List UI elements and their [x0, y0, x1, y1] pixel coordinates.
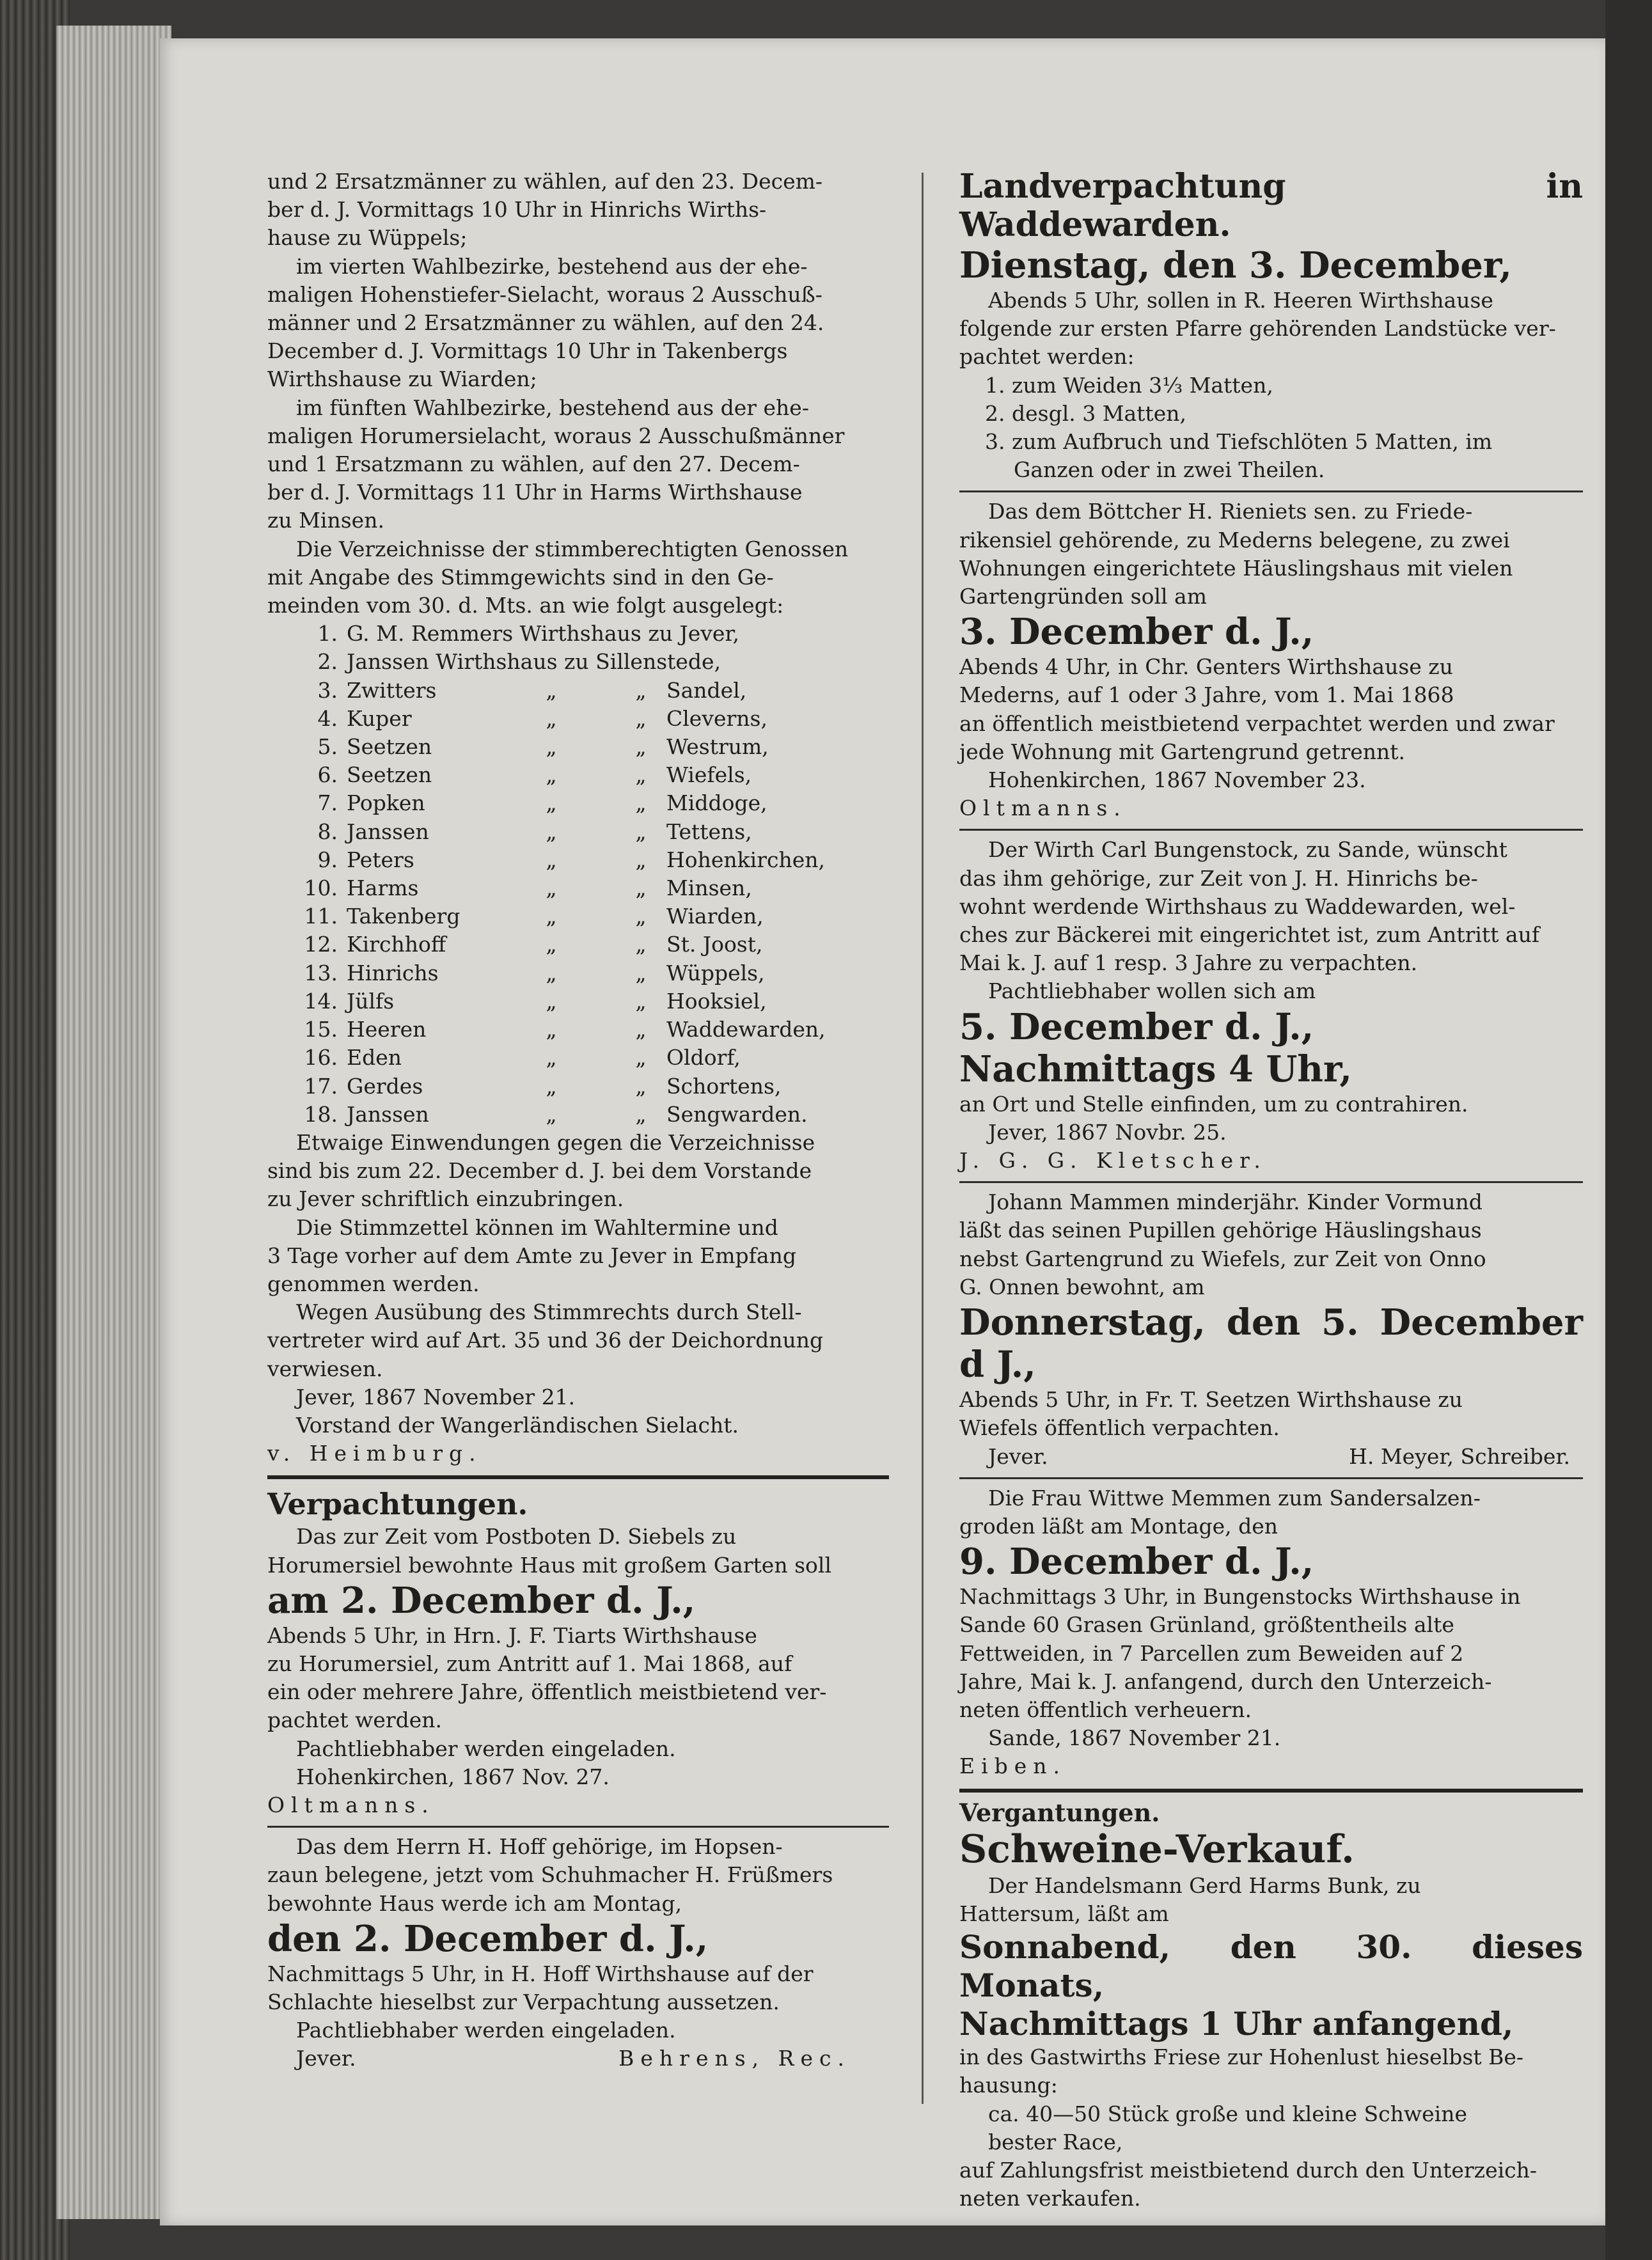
- ditto-mark: „: [635, 1101, 647, 1127]
- ad-rule: [959, 829, 1583, 831]
- text-line: Mederns, auf 1 oder 3 Jahre, vom 1. Mai 1868: [959, 682, 1454, 708]
- list-item: [293, 818, 826, 846]
- ad-date-heading: Donnerstag, den 5. December d J.,: [959, 1301, 1583, 1386]
- ditto-mark: „: [635, 1017, 647, 1042]
- text-line: an Ort und Stelle einfinden, um zu contrahiren.: [959, 1091, 1468, 1117]
- text-line: December d. J. Vormittags 10 Uhr in Takenbergs: [267, 338, 788, 364]
- ad-date-heading: Dienstag, den 3. December,: [959, 244, 1512, 286]
- list-item: [293, 1101, 826, 1129]
- list-item: [293, 789, 826, 817]
- right-column: [959, 168, 1583, 2213]
- list-item: Ganzen oder in zwei Theilen.: [1014, 457, 1325, 483]
- text-line: meinden vom 30. d. Mts. an wie folgt ausgelegt:: [267, 593, 784, 618]
- list-item: [293, 874, 826, 902]
- dateline: Hohenkirchen, 1867 November 23.: [988, 767, 1366, 793]
- item-number: 10.: [304, 875, 338, 901]
- text-line: sind bis zum 22. December d. J. bei dem Vorstande: [267, 1158, 812, 1184]
- text-line: ein oder mehrere Jahre, öffentlich meistbietend ver-: [267, 1679, 827, 1705]
- signature: v. Heimburg.: [267, 1441, 482, 1466]
- place-name: Westrum,: [666, 734, 769, 760]
- innkeeper-name: Popken: [347, 790, 425, 816]
- ad-date-heading: 5. December d. J.,: [959, 1005, 1314, 1048]
- dateline: Sande, 1867 November 21.: [988, 1725, 1281, 1751]
- list-item: [293, 733, 826, 761]
- text-line: Der Wirth Carl Bungenstock, zu Sande, wünscht: [988, 837, 1507, 863]
- text-line: Sande 60 Grasen Grünland, größtentheils alte: [959, 1612, 1454, 1638]
- place-name: Tettens,: [666, 819, 752, 844]
- text-line: Die Frau Wittwe Memmen zum Sandersalzen-: [988, 1485, 1481, 1511]
- text-line: Pachtliebhaber werden eingeladen.: [296, 1736, 676, 1761]
- place-name: Oldorf,: [666, 1045, 741, 1071]
- list-item: [293, 902, 826, 930]
- list-item: [293, 987, 826, 1016]
- text-line: 3 Tage vorher auf dem Amte zu Jever in Empfang: [267, 1243, 796, 1268]
- text-line: Wiefels öffentlich verpachten.: [959, 1415, 1280, 1441]
- item-number: 3.: [317, 677, 338, 703]
- innkeeper-name: Janssen: [347, 1101, 429, 1127]
- item-number: 1.: [317, 621, 338, 647]
- list-item: [293, 705, 826, 733]
- land-list: [985, 372, 1583, 485]
- innkeeper-name: Harms: [347, 875, 419, 901]
- item-number: 13.: [304, 960, 338, 985]
- ditto-mark: „: [546, 904, 557, 929]
- text-line: und 2 Ersatzmänner zu wählen, auf den 23. Decem-: [267, 169, 823, 194]
- ditto-mark: „: [546, 705, 557, 731]
- innkeeper-name: Zwitters: [347, 677, 437, 703]
- text-line: Nachmittags 3 Uhr, in Bungenstocks Wirthshause in: [959, 1584, 1521, 1610]
- list-item: [293, 846, 826, 874]
- innkeeper-name: Jülfs: [347, 988, 395, 1014]
- item-number: 5.: [317, 734, 338, 760]
- ditto-mark: „: [546, 762, 557, 788]
- list-item: [293, 1016, 826, 1044]
- ditto-mark: „: [546, 1101, 557, 1127]
- ditto-mark: „: [546, 875, 557, 901]
- text-line: das ihm gehörige, zur Zeit von J. H. Hinrichs be-: [959, 865, 1478, 891]
- text-line: ber d. J. Vormittags 10 Uhr in Hinrichs Wirths-: [267, 197, 767, 223]
- text-line: zaun belegene, jetzt vom Schuhmacher H. Früßmers: [267, 1862, 833, 1888]
- list-item: bester Race,: [988, 2129, 1123, 2154]
- place-name: Minsen,: [666, 875, 752, 901]
- text-line: in des Gastwirths Friese zur Hohenlust hieselbst Be-: [959, 2044, 1524, 2070]
- ditto-mark: „: [546, 847, 557, 872]
- ditto-mark: „: [635, 734, 647, 760]
- place-name: Waddewarden,: [666, 1017, 826, 1042]
- ad-title: Landverpachtung in Waddewarden.: [959, 167, 1583, 244]
- tavern-list: [293, 620, 826, 1129]
- text-line: an öffentlich meistbietend verpachtet werden und zwar: [959, 710, 1555, 736]
- ditto-mark: „: [635, 677, 647, 703]
- ditto-mark: „: [546, 932, 557, 957]
- list-item: [293, 1072, 826, 1101]
- list-item: [293, 1044, 826, 1072]
- innkeeper-name: Kirchhoff: [347, 932, 446, 957]
- item-text: G. M. Remmers Wirthshaus zu Jever,: [347, 621, 740, 647]
- place-name: St. Joost,: [666, 932, 763, 957]
- text-line: jede Wohnung mit Gartengrund getrennt.: [959, 739, 1406, 764]
- text-line: männer und 2 Ersatzmänner zu wählen, auf den 24.: [267, 310, 824, 336]
- ditto-mark: „: [546, 1073, 557, 1099]
- ditto-mark: „: [546, 1017, 557, 1042]
- ad-rule: [959, 1477, 1583, 1479]
- text-line: Abends 5 Uhr, in Fr. T. Seetzen Wirthshause zu: [959, 1387, 1463, 1413]
- signature: H. Meyer, Schreiber.: [1349, 1443, 1570, 1469]
- list-item: [293, 761, 826, 789]
- item-number: 7.: [317, 790, 338, 816]
- place-name: Sandel,: [666, 677, 747, 703]
- text-line: Etwaige Einwendungen gegen die Verzeichnisse: [296, 1129, 815, 1155]
- text-line: Nachmittags 5 Uhr, in H. Hoff Wirthshause auf der: [267, 1961, 814, 1986]
- section-rule: [267, 1475, 889, 1479]
- text-line: zu Horumersiel, zum Antritt auf 1. Mai 1868, auf: [267, 1651, 792, 1676]
- text-line: Pachtliebhaber werden eingeladen.: [296, 2018, 676, 2043]
- dateline: Hohenkirchen, 1867 Nov. 27.: [296, 1764, 610, 1789]
- text-line: Pachtliebhaber wollen sich am: [988, 978, 1316, 1004]
- place-name: Hooksiel,: [666, 988, 767, 1014]
- text-line: ber d. J. Vormittags 11 Uhr in Harms Wirthshause: [267, 480, 803, 505]
- ditto-mark: „: [546, 988, 557, 1014]
- ad-rule: [959, 490, 1583, 492]
- left-column: [267, 168, 889, 2073]
- section-rule: [959, 1789, 1583, 1793]
- ditto-mark: „: [635, 762, 647, 788]
- text-line: läßt das seinen Pupillen gehörige Häuslingshaus: [959, 1218, 1482, 1243]
- signature: Behrens, Rec.: [618, 2046, 851, 2071]
- ad-rule: [267, 1826, 889, 1828]
- item-number: 17.: [304, 1073, 338, 1099]
- text-line: Die Verzeichnisse der stimmberechtigten Genossen: [296, 536, 849, 561]
- place-name: Sengwarden.: [666, 1101, 808, 1127]
- innkeeper-name: Eden: [347, 1045, 402, 1071]
- place-name: Wiefels,: [666, 762, 752, 788]
- innkeeper-name: Hinrichs: [347, 960, 439, 985]
- innkeeper-name: Heeren: [347, 1017, 427, 1042]
- page-edges: [56, 26, 171, 2219]
- innkeeper-name: Seetzen: [347, 762, 432, 788]
- text-line: wohnt werdende Wirthshaus zu Waddewarden, wel-: [959, 893, 1516, 919]
- item-number: 15.: [304, 1017, 338, 1042]
- place-name: Schortens,: [666, 1073, 782, 1099]
- board-name: Vorstand der Wangerländischen Sielacht.: [296, 1412, 739, 1438]
- text-line: nebst Gartengrund zu Wiefels, zur Zeit von Onno: [959, 1246, 1486, 1271]
- item-number: 9.: [317, 847, 338, 872]
- list-item: [293, 620, 826, 648]
- text-line: Mai k. J. auf 1 resp. 3 Jahre zu verpachten.: [959, 950, 1418, 976]
- ad-date-heading: 9. December d. J.,: [959, 1541, 1314, 1583]
- place-name: Cleverns,: [666, 705, 767, 731]
- ditto-mark: „: [546, 1045, 557, 1071]
- ad-date-heading: Sonnabend, den 30. dieses Monats,: [959, 1928, 1583, 2005]
- text-line: genommen werden.: [267, 1271, 480, 1296]
- text-line: auf Zahlungsfrist meistbietend durch den Unterzeich-: [959, 2157, 1538, 2183]
- item-number: 12.: [304, 932, 338, 957]
- text-line: vertreter wird auf Art. 35 und 36 der Deichordnung: [267, 1328, 824, 1353]
- item-text: Janssen Wirthshaus zu Sillenstede,: [347, 649, 721, 675]
- innkeeper-name: Takenberg: [347, 904, 460, 929]
- column-divider: [922, 173, 924, 2104]
- section-heading: Verpachtungen.: [267, 1487, 528, 1522]
- text-line: zu Minsen.: [267, 508, 384, 533]
- ad-time-heading: Nachmittags 1 Uhr anfangend,: [959, 2005, 1514, 2043]
- list-item: 3. zum Aufbruch und Tiefschlöten 5 Matten, im: [985, 429, 1493, 455]
- text-line: Abends 5 Uhr, sollen in R. Heeren Wirthshause: [988, 288, 1493, 313]
- ditto-mark: „: [635, 1073, 647, 1099]
- text-line: ches zur Bäckerei mit eingerichtet ist, zum Antritt auf: [959, 922, 1540, 948]
- list-item: [293, 959, 826, 987]
- text-line: hause zu Wüppels;: [267, 225, 468, 251]
- signature: Oltmanns.: [959, 796, 1127, 821]
- dateline: Jever, 1867 Novbr. 25.: [988, 1119, 1227, 1145]
- ditto-mark: „: [546, 734, 557, 760]
- ad-time-heading: Nachmittags 4 Uhr,: [959, 1048, 1352, 1090]
- list-item: [293, 930, 826, 959]
- item-number: 8.: [317, 819, 338, 844]
- text-line: Jahre, Mai k. J. anfangend, durch den Unterzeich-: [959, 1668, 1492, 1694]
- place-name: Jever.: [296, 2046, 356, 2071]
- ad-rule: [959, 1181, 1583, 1183]
- text-line: Schlachte hieselbst zur Verpachtung aussetzen.: [267, 1989, 780, 2014]
- ditto-mark: „: [546, 677, 557, 703]
- section-heading: Vergantungen.: [959, 1798, 1160, 1827]
- dateline: Jever, 1867 November 21.: [296, 1384, 576, 1409]
- ditto-mark: „: [635, 790, 647, 816]
- ditto-mark: „: [635, 932, 647, 957]
- text-line: Der Handelsmann Gerd Harms Bunk, zu: [988, 1872, 1421, 1898]
- text-line: Horumersiel bewohnte Haus mit großem Garten soll: [267, 1552, 831, 1578]
- text-line: Abends 4 Uhr, in Chr. Genters Wirthshause zu: [959, 654, 1453, 680]
- innkeeper-name: Peters: [347, 847, 414, 872]
- item-number: 6.: [317, 762, 338, 788]
- text-line: bewohnte Haus werde ich am Montag,: [267, 1890, 682, 1916]
- item-number: 2.: [317, 649, 338, 675]
- ditto-mark: „: [635, 847, 647, 872]
- text-line: neten öffentlich verheuern.: [959, 1697, 1252, 1722]
- ad-footer: [959, 1443, 1583, 1471]
- text-line: Das dem Böttcher H. Rieniets sen. zu Friede-: [988, 499, 1473, 524]
- text-line: mit Angabe des Stimmgewichts sind in den Ge-: [267, 564, 774, 590]
- place-name: Middoge,: [666, 790, 767, 816]
- text-line: im vierten Wahlbezirke, bestehend aus der ehe-: [296, 253, 808, 279]
- list-item: 1. zum Weiden 3⅓ Matten,: [985, 372, 1273, 398]
- place-name: Hohenkirchen,: [666, 847, 826, 872]
- ditto-mark: „: [635, 819, 647, 844]
- text-line: folgende zur ersten Pfarre gehörenden Landstücke ver-: [959, 316, 1556, 341]
- text-line: Wirthshause zu Wiarden;: [267, 366, 537, 392]
- ad-date-heading: am 2. December d. J.,: [267, 1579, 696, 1622]
- text-line: maligen Horumersielacht, woraus 2 Ausschußmänner: [267, 423, 845, 448]
- innkeeper-name: Seetzen: [347, 734, 432, 760]
- ad-date-heading: den 2. December d. J.,: [267, 1917, 709, 1960]
- text-line: groden läßt am Montage, den: [959, 1513, 1278, 1539]
- text-line: Johann Mammen minderjähr. Kinder Vormund: [988, 1189, 1483, 1215]
- ditto-mark: „: [635, 1045, 647, 1071]
- text-line: Fettweiden, in 7 Parcellen zum Beweiden auf 2: [959, 1640, 1464, 1666]
- place-name: Wüppels,: [666, 960, 765, 985]
- text-line: und 1 Ersatzmann zu wählen, auf den 27. Decem-: [267, 451, 800, 477]
- text-line: im fünften Wahlbezirke, bestehend aus der ehe-: [296, 395, 809, 420]
- place-name: Wiarden,: [666, 904, 764, 929]
- ditto-mark: „: [635, 960, 647, 985]
- text-line: neten verkaufen.: [959, 2186, 1141, 2211]
- ditto-mark: „: [635, 904, 647, 929]
- text-line: Wegen Ausübung des Stimmrechts durch Stell-: [296, 1299, 802, 1325]
- ditto-mark: „: [546, 819, 557, 844]
- ditto-mark: „: [546, 790, 557, 816]
- item-number: 16.: [304, 1045, 338, 1071]
- list-item: [293, 677, 826, 705]
- list-item: 2. desgl. 3 Matten,: [985, 400, 1186, 426]
- ditto-mark: „: [546, 960, 557, 985]
- ditto-mark: „: [635, 988, 647, 1014]
- signature: Eiben.: [959, 1754, 1067, 1779]
- innkeeper-name: Janssen: [347, 819, 429, 844]
- text-line: pachtet werden:: [959, 344, 1135, 370]
- text-line: Abends 5 Uhr, in Hrn. J. F. Tiarts Wirthshause: [267, 1622, 757, 1648]
- item-number: 14.: [304, 988, 338, 1014]
- signature: Oltmanns.: [267, 1792, 435, 1817]
- text-line: Das zur Zeit vom Postboten D. Siebels zu: [296, 1524, 737, 1550]
- item-number: 11.: [304, 904, 338, 929]
- text-line: Hattersum, läßt am: [959, 1901, 1169, 1926]
- item-number: 18.: [304, 1101, 338, 1127]
- ad-footer: [267, 2044, 889, 2073]
- ad-date-heading: 3. December d. J.,: [959, 611, 1314, 654]
- text-line: zu Jever schriftlich einzubringen.: [267, 1186, 624, 1212]
- text-line: hausung:: [959, 2073, 1058, 2098]
- text-line: Die Stimmzettel können im Wahltermine und: [296, 1214, 778, 1240]
- item-number: 4.: [317, 705, 338, 731]
- list-item: [293, 648, 826, 676]
- text-line: Wohnungen eingerichtete Häuslingshaus mit vielen: [959, 555, 1513, 581]
- ad-title: Schweine-Verkauf.: [959, 1826, 1355, 1872]
- text-line: Gartengründen soll am: [959, 584, 1208, 609]
- text-line: verwiesen.: [267, 1356, 383, 1381]
- list-item: ca. 40—50 Stück große und kleine Schweine: [988, 2101, 1468, 2126]
- text-line: rikensiel gehörende, zu Mederns belegene, zu zwei: [959, 527, 1510, 553]
- text-line: maligen Hohenstiefer-Sielacht, woraus 2 Ausschuß-: [267, 281, 822, 307]
- innkeeper-name: Gerdes: [347, 1073, 423, 1099]
- ditto-mark: „: [635, 705, 647, 731]
- facing-page-edge: [1605, 0, 1652, 2260]
- text-line: Das dem Herrn H. Hoff gehörige, im Hopsen-: [296, 1834, 783, 1860]
- innkeeper-name: Kuper: [347, 705, 412, 731]
- place-name: Jever.: [988, 1443, 1048, 1469]
- ditto-mark: „: [635, 875, 647, 901]
- text-line: G. Onnen bewohnt, am: [959, 1274, 1205, 1299]
- text-line: pachtet werden.: [267, 1707, 443, 1733]
- signature: J. G. G. Kletscher.: [959, 1148, 1267, 1173]
